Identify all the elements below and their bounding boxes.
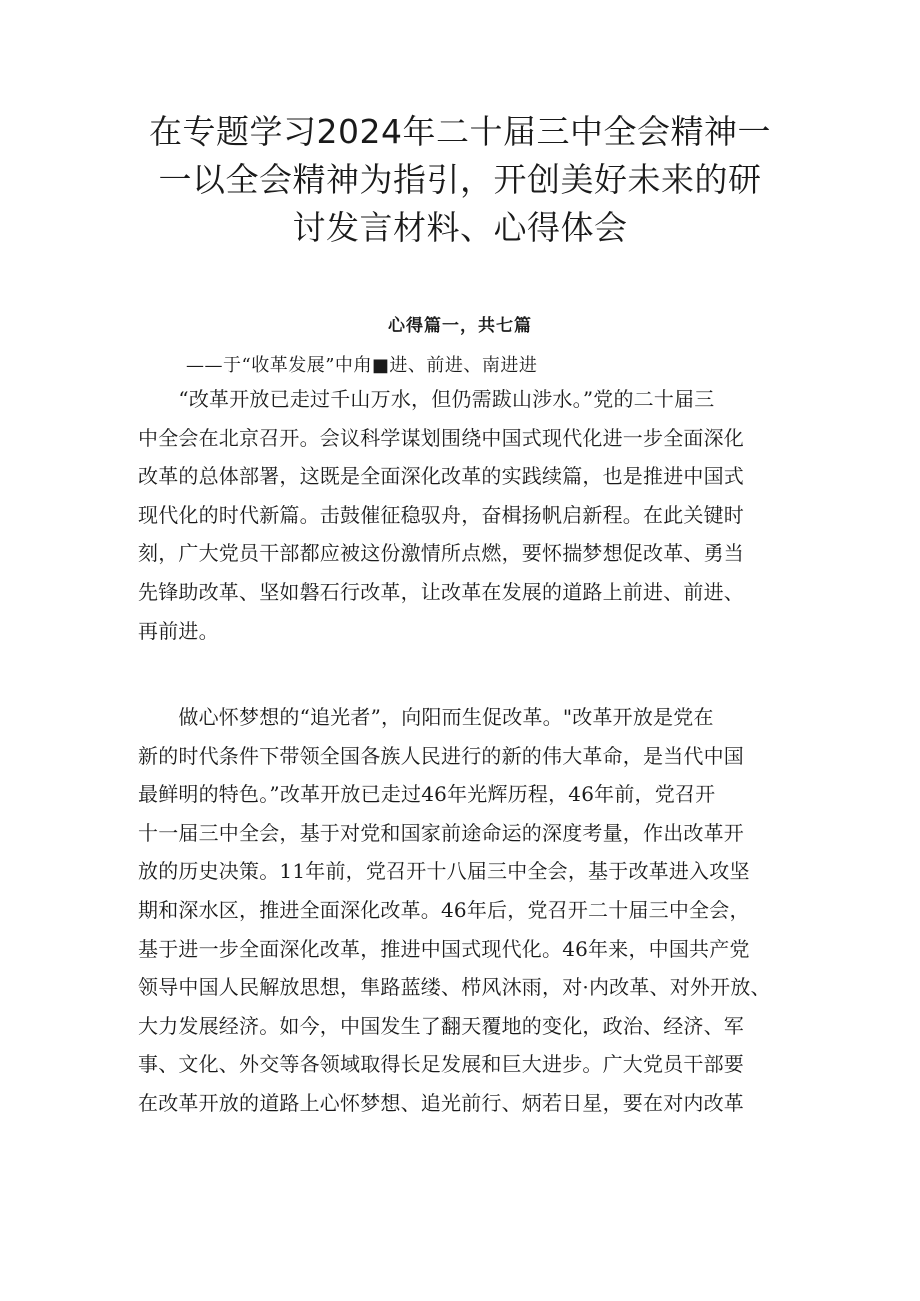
paragraph-line: 放的历史决策。11年前，党召开十八届三中全会，基于改革进入攻坚 [138, 859, 750, 884]
section-heading: 心得篇一，共七篇 [388, 316, 532, 336]
paragraph-1 [138, 380, 788, 650]
paragraph-line: 改革的总体部署，这既是全面深化改革的实践续篇，也是推进中国式 [138, 464, 744, 489]
paragraph-line: 新的时代条件下带领全国各族人民进行的新的伟大革命，是当代中国 [138, 743, 744, 768]
document-title [140, 108, 780, 252]
paragraph-line: 期和深水区，推进全面深化改革。46年后，党召开二十届三中全会， [138, 897, 750, 922]
paragraph-line: 中全会在北京召开。会议科学谋划围绕中国式现代化进一步全面深化 [138, 425, 744, 450]
paragraph-line: 在改革开放的道路上心怀梦想、追光前行、炳若日星，要在对内改革 [138, 1090, 744, 1115]
title-line: 在专题学习2024年二十届三中全会精神一 [149, 112, 771, 151]
paragraph-line: 再前进。 [138, 618, 219, 643]
subtitle: ——于“收革发展”中甪■进、前进、南进进 [186, 355, 538, 376]
paragraph-line: 基于进一步全面深化改革，推进中国式现代化。46年来，中国共产党 [138, 936, 750, 961]
title-line: 讨发言材料、心得体会 [292, 208, 628, 247]
paragraph-line: 十一届三中全会，基于对党和国家前途命运的深度考量，作出改革开 [138, 820, 744, 845]
paragraph-line: 现代化的时代新篇。击鼓催征稳驭舟，奋楫扬帆启新程。在此关键时 [138, 502, 744, 527]
paragraph-line: 刻，广大党员干部都应被这份激情所点燃，要怀揣梦想促改革、勇当 [138, 541, 744, 566]
paragraph-line: 事、文化、外交等各领域取得长足发展和巨大进步。广大党员干部要 [138, 1052, 744, 1077]
paragraph-line: “改革开放已走过千山万水，但仍需跋山涉水。”党的二十届三 [138, 387, 715, 411]
title-line: 一以全会精神为指引，开创美好未来的研 [158, 160, 762, 199]
paragraph-line: 领导中国人民解放思想，隼路蓝缕、栉风沐雨，对·内改革、对外开放、 [138, 975, 771, 1000]
paragraph-line: 做心怀梦想的“追光者”，向阳而生促改革。"改革开放是党在 [138, 705, 714, 729]
paragraph-line: 先锋助改革、坚如磐石行改革，让改革在发展的道路上前进、前进、 [138, 579, 744, 604]
paragraph-2 [138, 698, 788, 1123]
paragraph-line: 最鲜明的特色。”改革开放已走过46年光辉历程，46年前，党召开 [138, 782, 716, 807]
paragraph-line: 大力发展经济。如今，中国发生了翻天覆地的变化，政治、经济、军 [138, 1013, 744, 1038]
